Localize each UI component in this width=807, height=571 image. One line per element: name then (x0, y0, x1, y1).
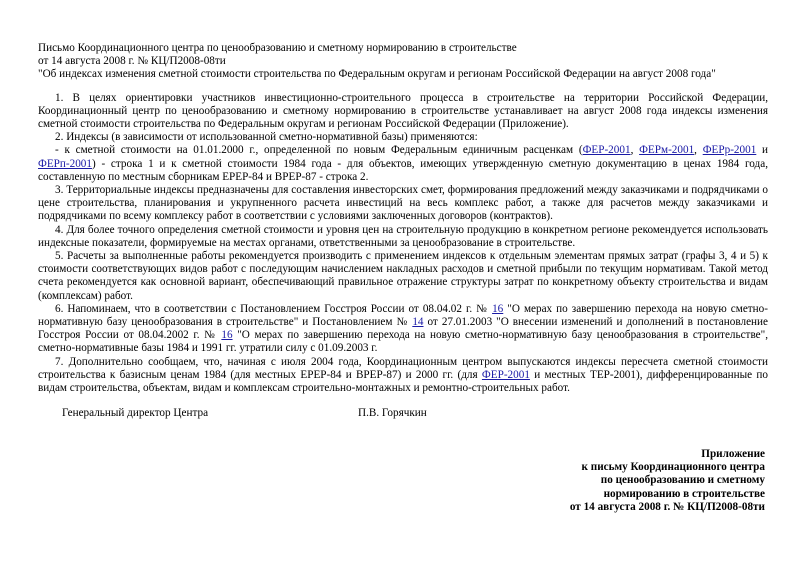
link-resolution-14[interactable]: 14 (412, 316, 424, 329)
link-resolution-16-b[interactable]: 16 (221, 329, 233, 342)
paragraph-3: 3. Территориальные индексы предназначены для составления инвесторских смет, формирования предложений между заказчиками и подрядчиками о цене строительства, планирования и укрупненного расчета инвестиций на весь комплекс работ, а также для расчетов между заказчиками и подрядчиками по всему комплексу работ в соответствии с условиями заключенных договоров (контрактов). (38, 184, 768, 223)
text: 7. Дополнительно сообщаем, что, начиная с июля 2004 года, Координационным центром выпускаются индексы пересчета сметной стоимости строительства к базисным ценам 1984 (для местных ЕРЕР-84 и ВРЕР-87) и 2000 гг. (для (38, 355, 768, 381)
signature-name: П.В. Горячкин (358, 407, 427, 420)
signature-position: Генеральный директор Центра (62, 407, 209, 420)
appendix-line-3: по ценообразованию и сметному (600, 474, 765, 487)
text: и местных ТЕР-2001), дифференцированные по видам строительства, объектам, видам и комплексам строительно-монтажных и ремонтно-строительных работ. (38, 368, 768, 395)
text: - к сметной стоимости на 01.01.2000 г., определенной по новым Федеральным единичным расценкам ( (55, 144, 583, 157)
link-ferr-2001[interactable]: ФЕРр-2001 (702, 144, 757, 157)
link-fer-2001[interactable]: ФЕР-2001 (582, 144, 631, 157)
document (38, 42, 768, 421)
signature-block (38, 407, 768, 421)
appendix-line-5: от 14 августа 2008 г. № КЦ/П2008-08ти (569, 500, 765, 513)
text: и (756, 144, 769, 157)
text: 6. Напоминаем, что в соответствии с Постановлением Госстроя России от 08.04.02 г. № (55, 302, 493, 315)
header-line-2: от 14 августа 2008 г. № КЦ/П2008-08ти (38, 55, 226, 68)
letter-body (38, 92, 768, 396)
text: ) - строка 1 и к сметной стоимости 1984 года - для объектов, имеющих утвержденную сметную документацию в ценах 1984 года, составленную по местным сборникам ЕРЕР-84 и ВРЕР-87 - строка 2. (38, 157, 768, 183)
appendix-line-2: к письму Координационного центра (581, 461, 765, 474)
text: "О мерах по завершению перехода на новую сметно-нормативную базу ценообразования в строительстве" и Постановлением № (38, 302, 768, 329)
paragraph-4: 4. Для более точного определения сметной стоимости и уровня цен на строительную продукцию в конкретном регионе рекомендуется использовать индексные показатели, формируемые на местах органами, ответственными за ценообразование в строительстве. (38, 223, 768, 249)
text: , (630, 144, 640, 157)
paragraph-7 (38, 356, 768, 396)
header-line-3: "Об индексах изменения сметной стоимости строительства по Федеральным округам и регионам Российской Федерации на август 2008 года" (38, 68, 716, 81)
paragraph-6 (38, 303, 768, 356)
header-line-1: Письмо Координационного центра по ценообразованию и сметному нормированию в строительстве (38, 42, 517, 54)
link-fer-2001-b[interactable]: ФЕР-2001 (481, 368, 530, 381)
text: от 27.01.2003 "О внесении изменений и дополнений в постановление Госстроя России от 08.04.2002 г. № (38, 316, 768, 342)
paragraph-1: 1. В целях ориентировки участников инвестиционно-строительного процесса в строительстве на территории Российской Федерации, Координационный центр по ценообразованию и сметному нормированию в строительстве устанавливает на август 2008 года индексы изменения сметной стоимости строительства по Федеральным округам и регионам Российской Федерации (Приложение). (38, 91, 768, 131)
link-ferm-2001[interactable]: ФЕРм-2001 (639, 144, 695, 157)
link-resolution-16[interactable]: 16 (492, 302, 504, 315)
letter-header (38, 42, 768, 82)
paragraph-5: 5. Расчеты за выполненные работы рекомендуется производить с применением индексов к отдельным элементам прямых затрат (графы 3, 4 и 5) к стоимости соответствующих видов работ с последующим начислением накладных расходов и сметной прибыли по текущим нормативам. Такой метод счета рекомендуется как основной вариант, обеспечивающий правильное отражение структуры затрат по конкретному объекту строительства и видам (комплексам) работ. (38, 250, 768, 302)
appendix-caption (570, 448, 765, 514)
appendix-line-4: нормированию в строительстве (603, 487, 765, 500)
text: "О мерах по завершению перехода на новую сметно-нормативную базу ценообразования в строительстве", сметно-нормативные базы 1984 и 1991 гг. утратили силу с 01.09.2003 г. (38, 329, 768, 355)
paragraph-2-item (38, 144, 768, 184)
paragraph-2: 2. Индексы (в зависимости от использованной сметно-нормативной базы) применяются: (55, 131, 478, 144)
appendix-line-1: Приложение (701, 448, 765, 460)
link-ferp-2001[interactable]: ФЕРп-2001 (38, 157, 92, 170)
text: , (694, 144, 703, 157)
